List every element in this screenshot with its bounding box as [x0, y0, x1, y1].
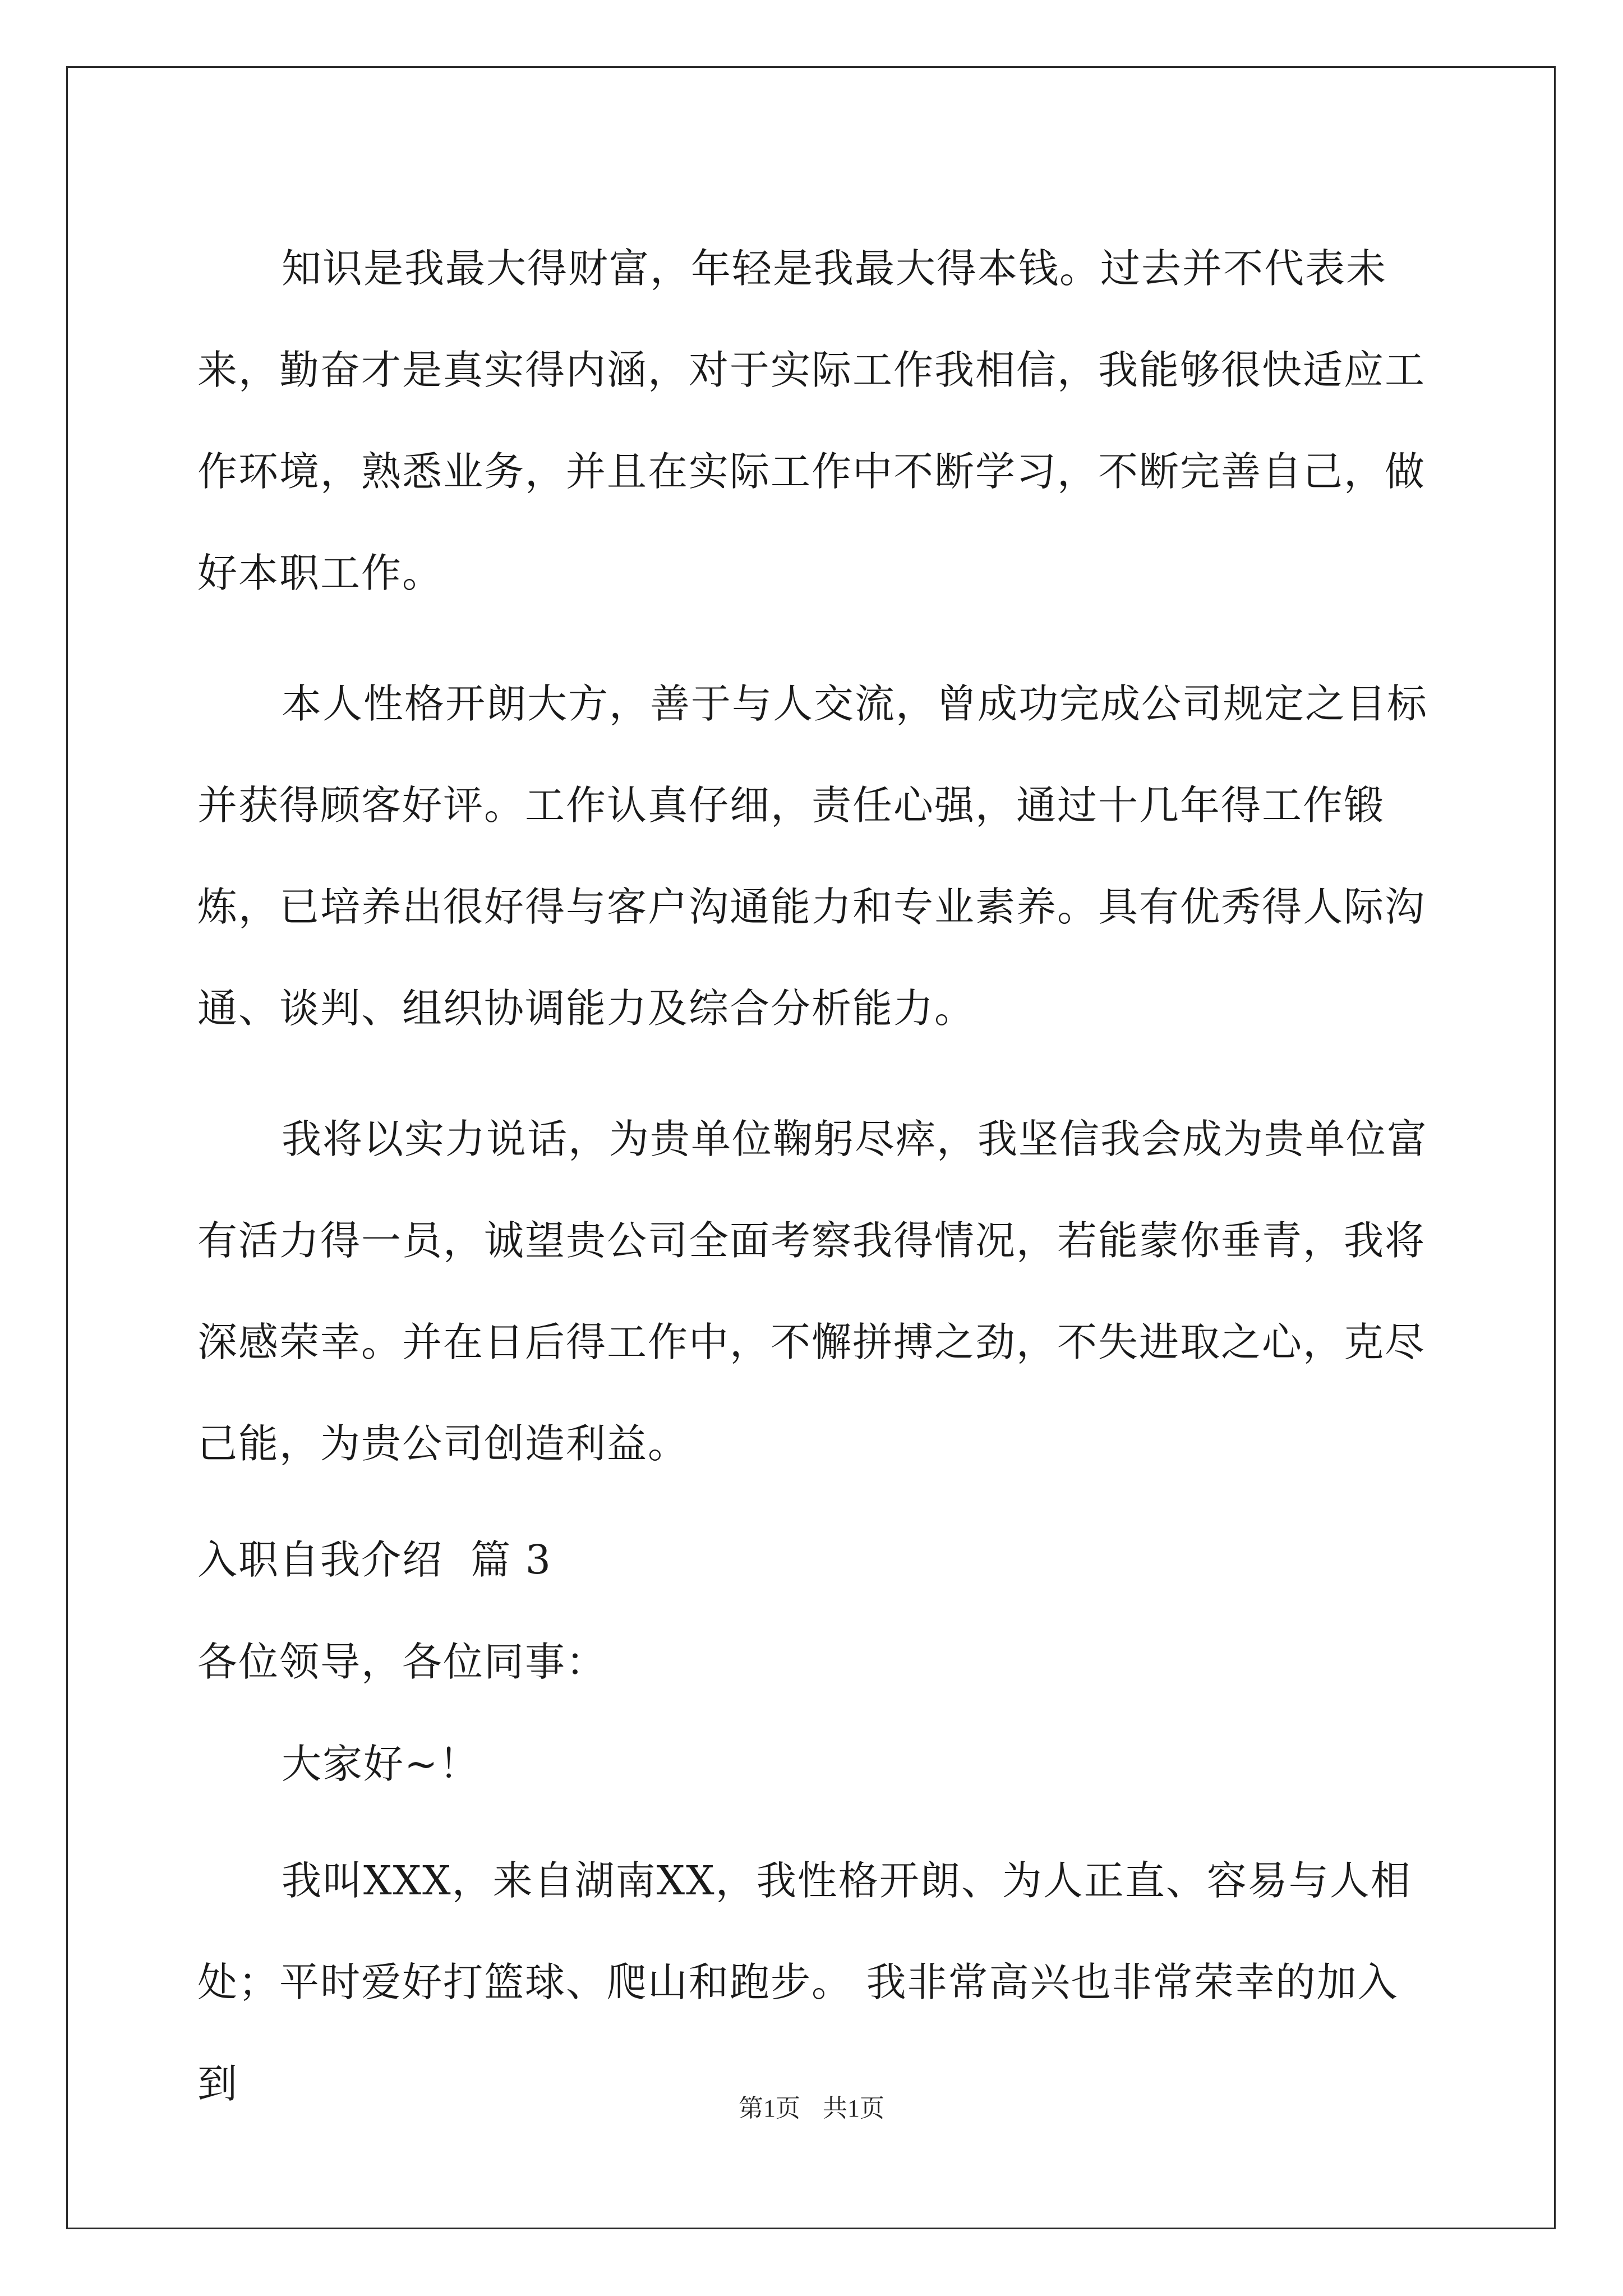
salutation: 各位领导，各位同事： [197, 1639, 607, 1685]
paragraph-introduction: 我叫XXX，来自湖南XX，我性格开朗、为人正直、容易与人相处；平时爱好打篮球、爬山和跑步。 我非常高兴也非常荣幸的加入到 [197, 1857, 1412, 2107]
paragraph-personality: 本人性格开朗大方，善于与人交流，曾成功完成公司规定之目标并获得顾客好评。工作认真仔细，责任心强，通过十几年得工作锻炼，已培养出很好得与客户沟通能力和专业素养。具有优秀得人际沟通、谈判、组织协调能力及综合分析能力。 [197, 680, 1428, 1032]
greeting: 大家好~！ [282, 1741, 480, 1787]
page-total: 共1页 [823, 2095, 884, 2122]
section-heading: 入职自我介绍 篇 3 [197, 1536, 552, 1583]
paragraph-knowledge: 知识是我最大得财富，年轻是我最大得本钱。过去并不代表未来，勤奋才是真实得内涵，对于实际工作我相信，我能够很快适应工作环境，熟悉业务，并且在实际工作中不断学习，不断完善自己，做好本职工作。 [197, 245, 1426, 596]
paragraph-commitment: 我将以实力说话，为贵单位鞠躬尽瘁，我坚信我会成为贵单位富有活力得一员，诚望贵公司全面考察我得情况，若能蒙你垂青，我将深感荣幸。并在日后得工作中，不懈拼搏之劲，不失进取之心，克尽己能，为贵公司创造利益。 [197, 1116, 1428, 1467]
page-footer [0, 2088, 1623, 2124]
document-body [197, 218, 1431, 2164]
page-number: 第1页 [739, 2095, 800, 2122]
